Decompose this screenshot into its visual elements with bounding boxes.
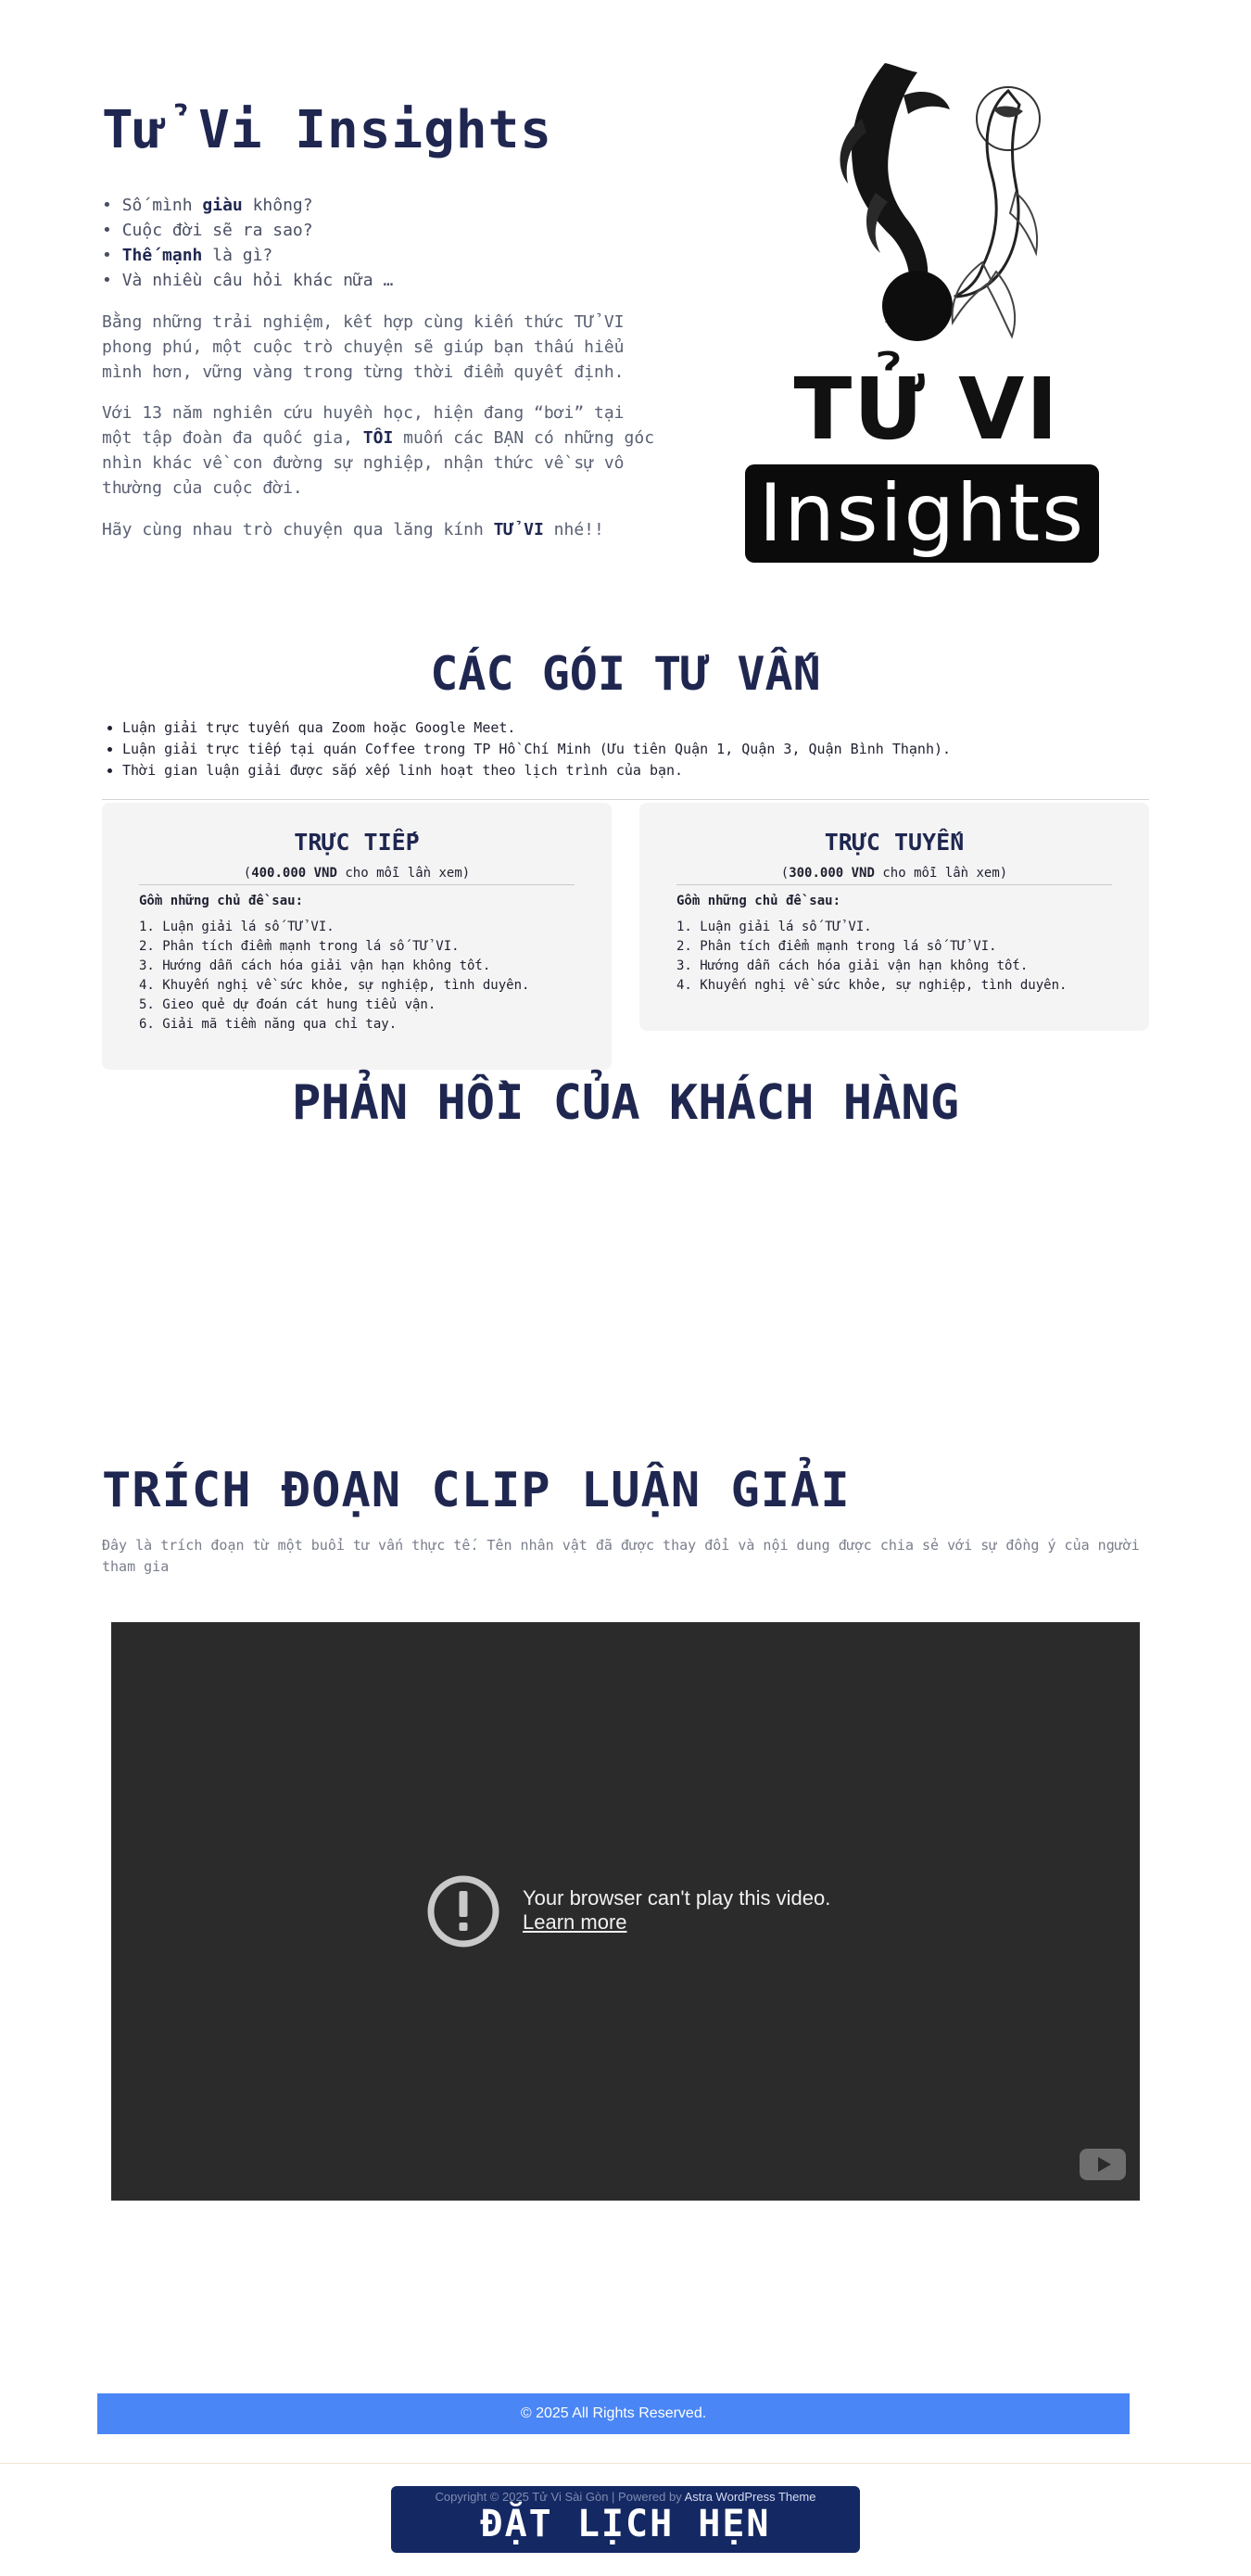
package-card-title: TRỰC TUYẾN	[824, 829, 965, 856]
hero-paragraph-experience: Với 13 năm nghiên cứu huyền học, hiện đang “bơi” tại một tập đoàn đa quốc gia, TÔI muốn các BẠN có những góc nhìn khác về con đường sự nghiệp, nhận thức về sự vô thường của cuộc đời.	[102, 403, 655, 498]
package-topic: 5. Gieo quẻ dự đoán cát hung tiểu vận.	[139, 997, 436, 1012]
package-topic: 3. Hướng dẫn cách hóa giải vận hạn không tốt.	[676, 958, 1029, 973]
package-topic: 4. Khuyến nghị về sức khỏe, sự nghiệp, tình duyên.	[139, 978, 530, 993]
feedback-title: PHẢN HỒI CỦA KHÁCH HÀNG	[291, 1075, 960, 1131]
package-card-price: (300.000 VND cho mỗi lần xem)	[780, 866, 1008, 881]
hero-question: • Và nhiều câu hỏi khác nữa …	[102, 268, 393, 293]
section-divider	[102, 799, 1149, 800]
package-card-divider	[676, 884, 1112, 885]
package-topic: 6. Giải mã tiềm năng qua chỉ tay.	[139, 1017, 398, 1032]
clip-description: Đây là trích đoạn từ một buổi tư vấn thực tế. Tên nhân vật đã được thay đổi và nội dung được chia sẻ với sự đồng ý của người tham gia	[102, 1537, 1140, 1575]
footer-rights-bar: © 2025 All Rights Reserved.	[97, 2393, 1130, 2434]
clip-title: TRÍCH ĐOẠN CLIP LUẬN GIẢI	[102, 1463, 851, 1518]
package-card-price: (400.000 VND cho mỗi lần xem)	[243, 866, 471, 881]
video-error-message: Your browser can't play this video.	[523, 1886, 831, 1910]
hero-paragraph-intro: Bằng những trải nghiệm, kết hợp cùng kiến thức TỬ VI phong phú, một cuộc trò chuyện sẽ giúp bạn thấu hiểu mình hơn, vững vàng trong từng thời điểm quyết định.	[102, 312, 625, 382]
hero-question: • Cuộc đời sẽ ra sao?	[102, 218, 393, 243]
logo-word-insights: Insights	[745, 464, 1099, 563]
package-topic: 4. Khuyến nghị về sức khỏe, sự nghiệp, tình duyên.	[676, 978, 1068, 993]
book-appointment-button[interactable]	[391, 2486, 860, 2553]
package-card-topic-list	[676, 918, 1067, 996]
hero-question: • Số mình giàu không?	[102, 193, 393, 218]
koi-fish-yin-yang-logo-icon	[797, 54, 1056, 369]
package-topic: 2. Phân tích điểm mạnh trong lá số TỬ VI.	[676, 939, 997, 954]
youtube-icon[interactable]	[1080, 2149, 1126, 2180]
package-topic: 2. Phân tích điểm mạnh trong lá số TỬ VI.	[139, 939, 460, 954]
packages-bullet-list	[122, 717, 951, 781]
footer-copyright: Copyright © 2025 Tử Vi Sài Gòn | Powered by Astra WordPress Theme	[435, 2490, 816, 2504]
package-card-includes-label: Gồm những chủ đề sau:	[139, 894, 304, 908]
packages-bullet: • Thời gian luận giải được sắp xếp linh hoạt theo lịch trình của bạn.	[122, 760, 951, 781]
packages-bullet: • Luận giải trực tiếp tại quán Coffee trong TP Hồ Chí Minh (Ưu tiên Quận 1, Quận 3, Quận Bình Thạnh).	[122, 739, 951, 760]
astra-theme-link[interactable]: Astra WordPress Theme	[684, 2490, 816, 2504]
logo-word-tu-vi: TỬ VI	[793, 360, 1060, 459]
packages-bullet: • Luận giải trực tuyến qua Zoom hoặc Google Meet.	[122, 717, 951, 739]
package-card-divider	[139, 884, 575, 885]
brand-logo	[741, 54, 1112, 573]
footer-divider	[0, 2463, 1251, 2464]
package-card-includes-label: Gồm những chủ đề sau:	[676, 894, 841, 908]
hero-question: • Thế mạnh là gì?	[102, 243, 393, 268]
package-topic: 1. Luận giải lá số TỬ VI.	[139, 920, 335, 934]
hero-question-list	[102, 193, 393, 293]
package-card-topic-list	[139, 918, 529, 1034]
learn-more-link[interactable]: Learn more	[523, 1910, 627, 1934]
hero-paragraph-invite: Hãy cùng nhau trò chuyện qua lăng kính TỬ VI nhé!!	[102, 520, 604, 539]
packages-title: CÁC GÓI TƯ VẤN	[430, 647, 821, 701]
package-card-online	[639, 803, 1149, 1031]
package-card-title: TRỰC TIẾP	[294, 829, 420, 856]
warning-icon	[426, 1874, 500, 1948]
book-appointment-label: ĐẶT LỊCH HẸN	[480, 2503, 771, 2545]
package-topic: 3. Hướng dẫn cách hóa giải vận hạn không tốt.	[139, 958, 491, 973]
hero-title: Tử Vi Insights	[102, 100, 553, 160]
package-topic: 1. Luận giải lá số TỬ VI.	[676, 920, 872, 934]
video-player[interactable]	[111, 1622, 1140, 2201]
package-card-in-person	[102, 803, 612, 1070]
